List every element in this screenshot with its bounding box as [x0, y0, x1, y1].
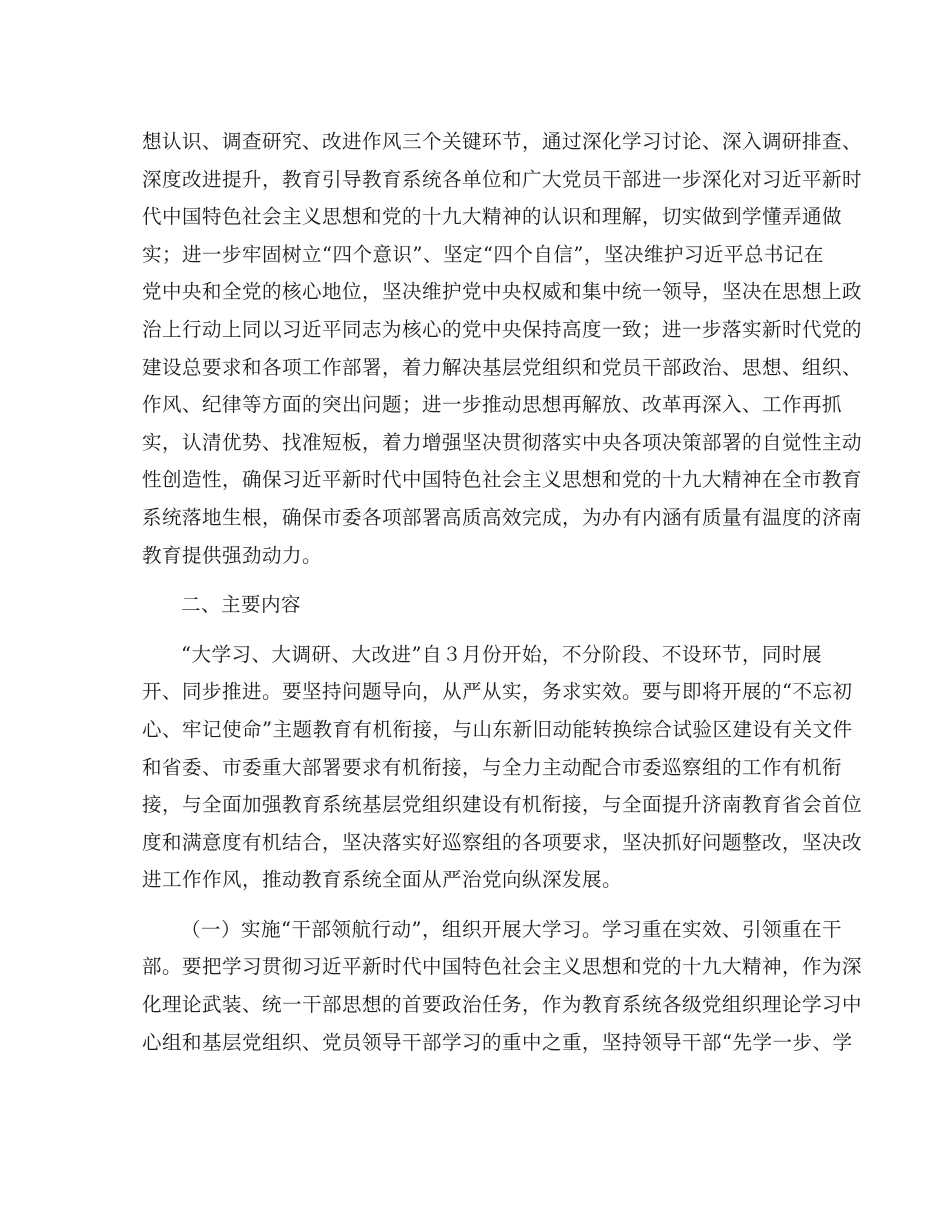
text-line: 深度改进提升，教育引导教育系统各单位和广大党员干部进一步深化对习近平新时	[142, 167, 863, 191]
text-line: 心、牢记使命”主题教育有机衔接，与山东新旧动能转换综合试验区建设有关文件	[142, 717, 853, 741]
text-line: 党中央和全党的核心地位，坚决维护党中央权威和集中统一领导，坚决在思想上政	[142, 280, 863, 304]
text-line: 想认识、调查研究、改进作风三个关键环节，通过深化学习讨论、深入调研排查、	[142, 130, 863, 153]
text-line: 部。要把学习贯彻习近平新时代中国特色社会主义思想和党的十九大精神，作为深	[142, 955, 863, 979]
text-line: 性创造性，确保习近平新时代中国特色社会主义思想和党的十九大精神在全市教育	[142, 468, 863, 492]
text-line: 治上行动上同以习近平同志为核心的党中央保持高度一致；进一步落实新时代党的	[142, 317, 863, 341]
paragraph-cadre-action	[142, 911, 863, 1061]
text-line: 接，与全面加强教育系统基层党组织建设有机衔接，与全面提升济南教育省会首位	[142, 793, 863, 817]
text-line: 作风、纪律等方面的突出问题；进一步推动思想再解放、改革再深入、工作再抓	[142, 393, 843, 417]
text-line: 教育提供强劲动力。	[142, 543, 323, 567]
text-line: 开、同步推进。要坚持问题导向，从严从实，务求实效。要与即将开展的“不忘初	[142, 680, 853, 704]
paragraph-goals	[142, 123, 863, 574]
text-line: 系统落地生根，确保市委各项部署高质高效完成，为办有内涵有质量有温度的济南	[142, 505, 863, 529]
paragraph-main-content	[142, 636, 863, 899]
text-line: “大学习、大调研、大改进”自３月份开始，不分阶段、不设环节，同时展	[181, 642, 822, 666]
text-line: 建设总要求和各项工作部署，着力解决基层党组织和党员干部政治、思想、组织、	[142, 355, 863, 379]
text-line: 心组和基层党组织、党员领导干部学习的重中之重，坚持领导干部“先学一步、学	[142, 1030, 853, 1054]
paragraph-gap	[142, 899, 810, 911]
text-line: 进工作作风，推动教育系统全面从严治党向纵深发展。	[142, 868, 623, 892]
paragraph-gap	[142, 574, 810, 586]
section-heading: 二、主要内容	[181, 593, 302, 617]
text-line: 代中国特色社会主义思想和党的十九大精神的认识和理解，切实做到学懂弄通做	[142, 205, 843, 229]
text-line: 实，认清优势、找准短板，着力增强坚决贯彻落实中央各项决策部署的自觉性主动	[142, 430, 863, 454]
text-line: 度和满意度有机结合，坚决落实好巡察组的各项要求，坚决抓好问题整改，坚决改	[142, 830, 863, 854]
text-line: 化理论武装、统一干部思想的首要政治任务，作为教育系统各级党组织理论学习中	[142, 993, 863, 1017]
text-line: （一）实施“干部领航行动”，组织开展大学习。学习重在实效、引领重在干	[181, 917, 842, 941]
paragraph-gap	[142, 624, 810, 636]
document-body	[142, 123, 863, 1061]
text-line: 和省委、市委重大部署要求有机衔接，与全力主动配合市委巡察组的工作有机衔	[142, 755, 843, 779]
text-line: 实；进一步牢固树立“四个意识”、坚定“四个自信”，坚决维护习近平总书记在	[142, 242, 824, 266]
